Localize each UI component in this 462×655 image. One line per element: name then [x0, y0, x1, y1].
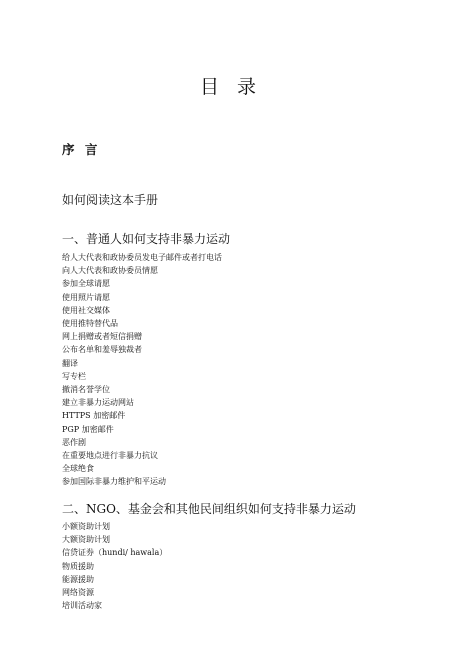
- list-item: 在重要地点进行非暴力抗议: [62, 451, 158, 461]
- section-2-list: [62, 520, 167, 612]
- list-item: 给人大代表和政协委员发电子邮件或者打电话: [62, 253, 222, 262]
- section-1-heading: 一、普通人如何支持非暴力运动: [62, 232, 231, 246]
- list-item: HTTPS 加密邮件: [62, 411, 126, 421]
- list-item: 网上捐赠或者短信捐赠: [62, 332, 142, 342]
- toc-entry-how-to-read: 如何阅读这本手册: [62, 193, 159, 207]
- list-item: 全球绝食: [62, 464, 94, 474]
- list-item: 写专栏: [62, 371, 86, 381]
- list-item: 建立非暴力运动网站: [62, 398, 134, 408]
- list-item: PGP 加密邮件: [62, 424, 114, 434]
- list-item: 翻译: [62, 358, 78, 368]
- list-item: 参加国际非暴力维护和平运动: [62, 477, 166, 487]
- list-item: 小额资助计划: [62, 522, 110, 531]
- list-item: 能源援助: [62, 574, 94, 584]
- list-item: 公布名单和羞辱独裁者: [62, 345, 142, 355]
- toc-entry-preface: 序 言: [62, 142, 101, 157]
- list-item: 信贷证券（hundi/ hawala）: [62, 548, 168, 558]
- section-1-list: [62, 251, 222, 489]
- list-item: 使用推特替代品: [62, 319, 118, 329]
- list-item: 向人大代表和政协委员情愿: [62, 266, 158, 276]
- list-item: 使用照片请愿: [62, 292, 110, 302]
- list-item: 网络资源: [62, 588, 94, 598]
- section-2-heading: 二、NGO、基金会和其他民间组织如何支持非暴力运动: [62, 502, 356, 516]
- list-item: 恶作剧: [62, 437, 86, 447]
- page-title: 目 录: [199, 76, 263, 98]
- list-item: 使用社交媒体: [62, 305, 110, 315]
- list-item: 大额资助计划: [62, 535, 110, 545]
- list-item: 物质援助: [62, 561, 94, 571]
- list-item: 参加全球请愿: [62, 279, 110, 289]
- list-item: 撤消名誉学位: [62, 385, 110, 395]
- list-item: 培训活动家: [62, 601, 102, 611]
